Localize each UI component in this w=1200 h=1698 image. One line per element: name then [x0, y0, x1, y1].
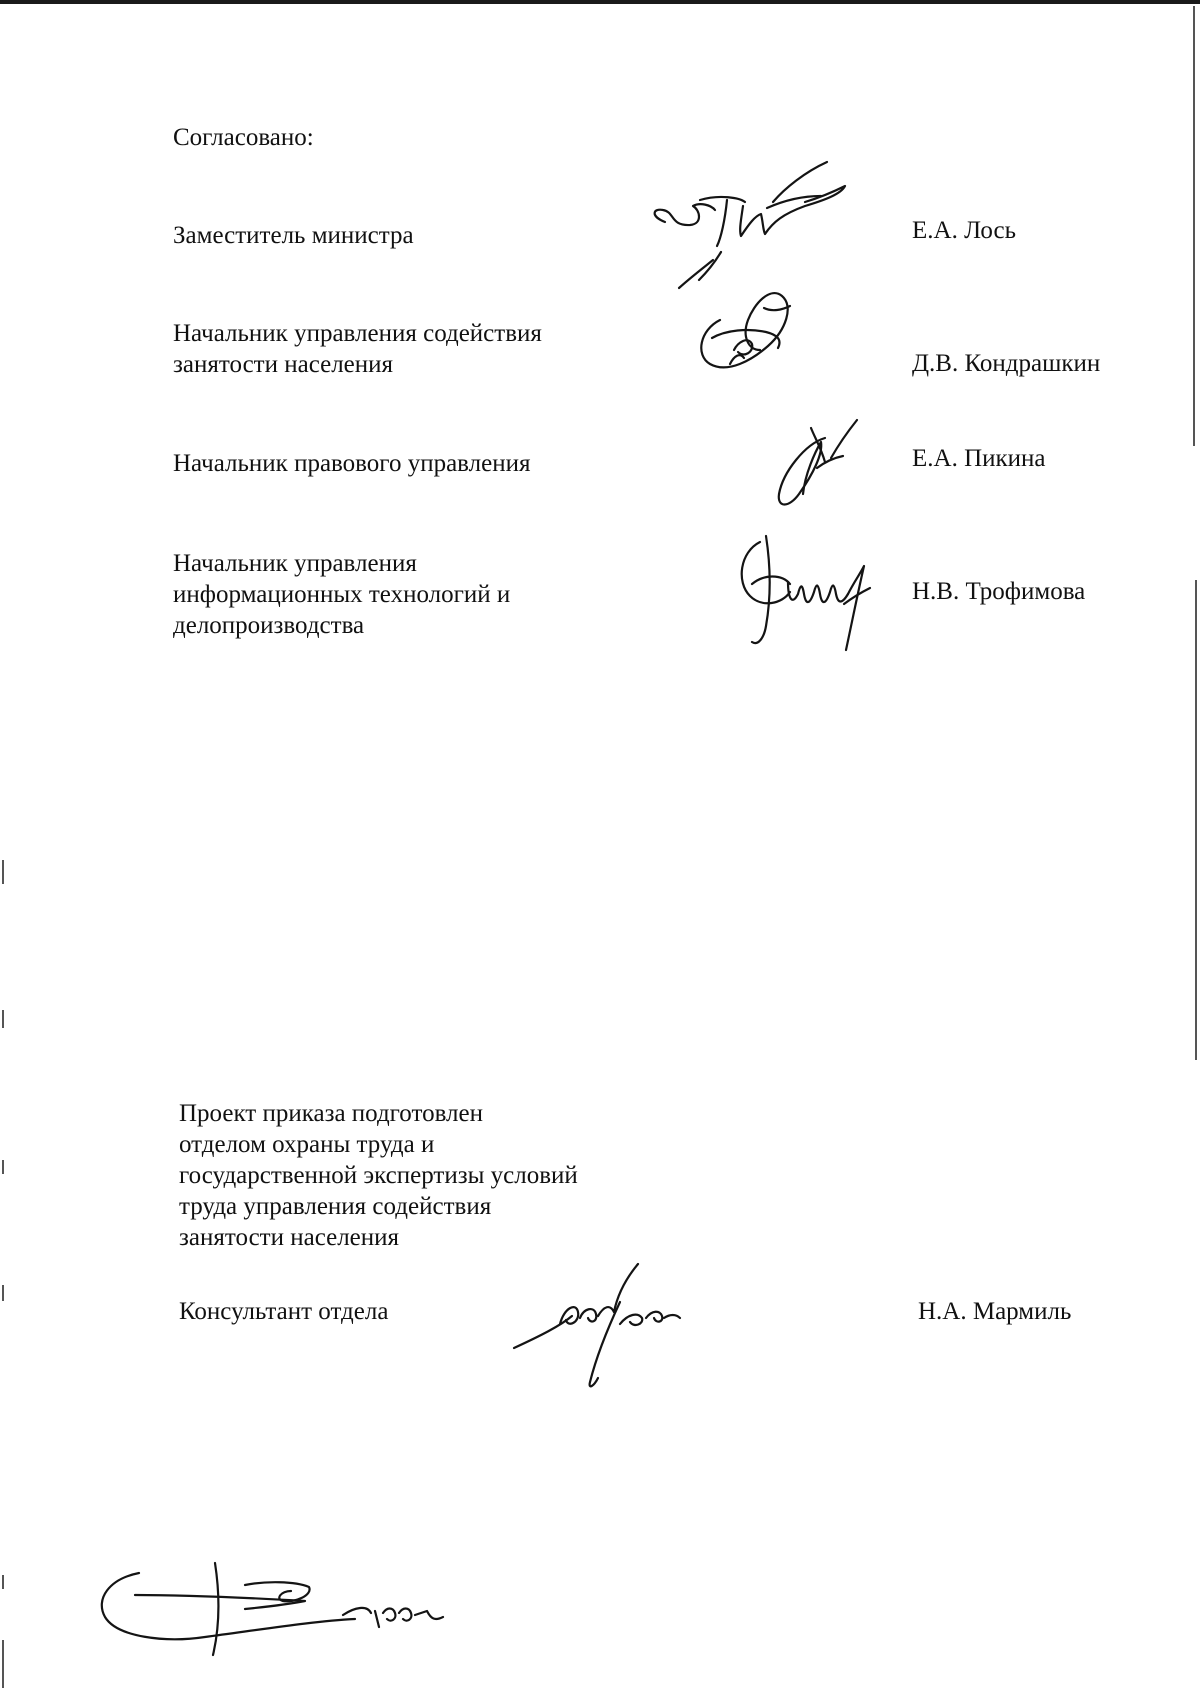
position-deputy-minister: Заместитель министра	[173, 222, 414, 249]
prepared-line: Проект приказа подготовлен	[179, 1100, 483, 1127]
scan-margin-mark	[2, 860, 4, 884]
scan-margin-mark	[2, 1285, 4, 1301]
signature-pikina	[765, 408, 875, 518]
scan-margin-mark	[2, 1575, 4, 1589]
position-line: занятости населения	[173, 351, 394, 378]
approval-heading: Согласовано:	[173, 124, 314, 151]
scan-margin-mark	[1193, 6, 1195, 446]
position-head-legal: Начальник правового управления	[173, 450, 531, 477]
name-kondrashkin: Д.В. Кондрашкин	[912, 350, 1101, 377]
prepared-line: отделом охраны труда и	[179, 1131, 435, 1158]
prepared-by-note	[179, 1098, 578, 1253]
position-line: делопроизводства	[173, 612, 365, 639]
prepared-line: занятости населения	[179, 1224, 400, 1251]
signature-los	[645, 150, 865, 300]
position-line: информационных технологий и	[173, 581, 511, 608]
scan-margin-mark	[1195, 580, 1197, 1060]
name-pikina: Е.А. Пикина	[912, 445, 1046, 472]
position-head-employment	[173, 318, 542, 380]
scan-margin-mark	[2, 1010, 4, 1028]
prepared-line: труда управления содействия	[179, 1193, 492, 1220]
position-line: Начальник управления	[173, 550, 417, 577]
signature-handwritten-initial	[95, 1555, 465, 1665]
scan-margin-mark	[2, 1640, 4, 1688]
prepared-line: государственной экспертизы условий	[179, 1162, 578, 1189]
name-trofimova: Н.В. Трофимова	[912, 578, 1086, 605]
signature-kondrashkin	[690, 280, 810, 390]
position-consultant: Консультант отдела	[179, 1298, 389, 1325]
signature-trofimova	[730, 522, 890, 662]
signature-marmil	[510, 1262, 700, 1392]
position-head-it	[173, 548, 510, 641]
position-line: Начальник управления содействия	[173, 320, 542, 347]
name-marmil: Н.А. Мармиль	[918, 1298, 1072, 1325]
name-los: Е.А. Лось	[912, 217, 1017, 244]
scan-top-edge	[0, 0, 1200, 4]
scan-margin-mark	[2, 1160, 4, 1174]
